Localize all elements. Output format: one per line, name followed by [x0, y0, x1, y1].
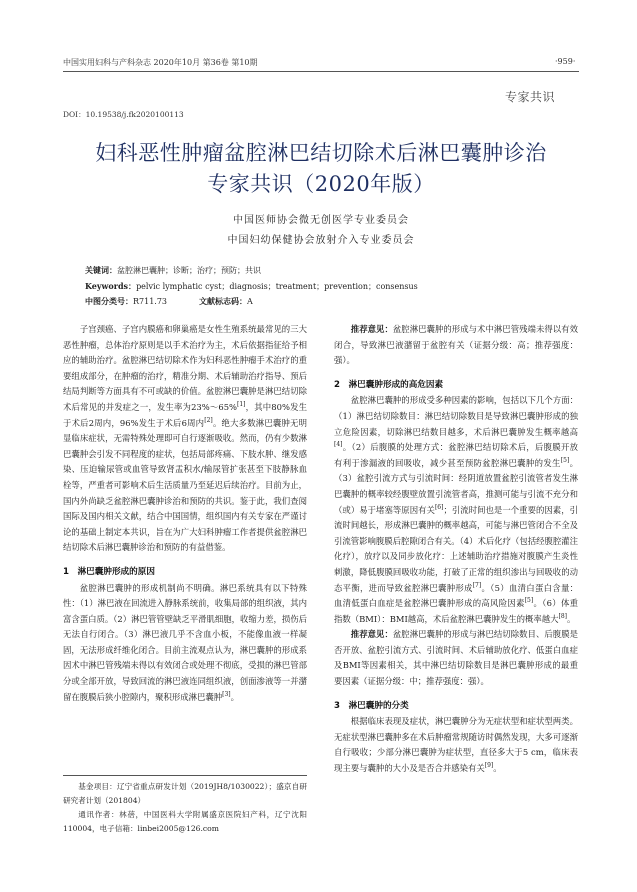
- section-3-heading: 3 淋巴囊肿的分类: [334, 700, 409, 711]
- section-2-heading: 2 淋巴囊肿形成的高危因素: [334, 379, 444, 390]
- paper-title-line1: 妇科恶性肿瘤盆腔淋巴结切除术后淋巴囊肿诊治: [95, 141, 547, 165]
- keywords-en-label: Keywords：: [85, 281, 137, 291]
- paper-title-line2: 专家共识（2020年版）: [207, 172, 435, 196]
- left-column: [63, 322, 307, 705]
- section-3-paragraph: 根据临床表现及症状，淋巴囊肿分为无症状型和症状型两类。无症状型淋巴囊肿多在术后肿瘤常规随访时偶然发现，大多可逐渐自行吸收；少部分淋巴囊肿为症状型，直径多大于5 cm，临床表现主要与囊肿的大小及是否合并感染有关[9]。: [334, 716, 578, 774]
- keywords-en: [85, 281, 418, 292]
- clc-label: 中图分类号：: [85, 296, 133, 306]
- section-2-paragraph: 盆腔淋巴囊肿的形成受多种因素的影响，包括以下几个方面：（1）淋巴结切除数目：淋巴结切除数目是导致淋巴囊肿形成的独立危险因素，切除淋巴结数目越多，术后淋巴囊肿发生概率越高[4]。（2）后腹膜的处理方式：盆腔淋巴结切除术后，后腹膜开放有利于渗漏液的回吸收，减少甚至预防盆腔淋巴囊肿的发生[5]。（3）盆腔引流方式与引流时间：经阴道放置盆腔引流管者发生淋巴囊肿的概率较经腹壁放置引流管者高，推测可能与引流不充分和（或）易于堵塞等原因有关[6]；引流时间也是一个重要的因素，引流时间越长，形成淋巴囊肿的概率越高，可能与淋巴管闭合不全及引流管影响腹膜后腔隙闭合有关。（4）术后化疗（包括经腹腔灌注化疗），放疗以及同步放化疗：上述辅助治疗措施对腹膜产生炎性刺激，降低腹膜回吸收功能，打破了正常的组织渗出与回吸收的动态平衡，进而导致盆腔淋巴囊肿形成[7]。（5）血清白蛋白含量：血清低蛋白血症是盆腔淋巴囊肿形成的高风险因素[5]。（6）体重指数（BMI）：BMI越高，术后盆腔淋巴囊肿发生的概率越大[8]。: [334, 395, 579, 624]
- recommendation-1: 推荐意见：盆腔淋巴囊肿的形成与术中淋巴管残端未得以有效闭合，导致淋巴液潴留于盆腔有关（证据分级：高；推荐强度：强）。: [334, 324, 579, 366]
- section-1-paragraph: 盆腔淋巴囊肿的形成机制尚不明确。淋巴系统具有以下特殊性：（1）淋巴液在回流进入静脉系统前，收集局部的组织液，其内富含蛋白质。（2）淋巴管管壁缺乏平滑肌细胞，收缩力差，损伤后无法自行闭合。（3）淋巴液几乎不含血小板，不能像血液一样凝固，无法形成纤维化闭合。目前主流观点认为，淋巴囊肿的形成系因术中淋巴管残端未得以有效闭合或处理不彻底，受损的淋巴管部分或全部开放，导致回流的淋巴液连同组织液，创面渗液等一并潴留在腹膜后狭小腔隙内，聚积形成淋巴囊肿[3]。: [63, 582, 308, 702]
- keywords-cn: [85, 265, 261, 276]
- classification: [85, 296, 253, 307]
- doc-code-value: A: [247, 297, 253, 306]
- funding-note: 基金项目：辽宁省重点研发计划（2019JH8/1030022）；盛京自研研究者计划（201804）: [63, 782, 307, 805]
- header-divider: [63, 71, 579, 72]
- section-label: 专家共识: [505, 90, 556, 104]
- keywords-en-text: pelvic lymphatic cyst；diagnosis；treatment；prevention；consensus: [136, 282, 418, 291]
- intro-paragraph: 子宫颈癌、子宫内膜癌和卵巢癌是女性生殖系统最常见的三大恶性肿瘤，总体治疗原则是以手术治疗为主，术后依据指征给予相应的辅助治疗。盆腔淋巴结切除术作为妇科恶性肿瘤手术治疗的重要组成部分，在肿瘤的治疗，精准分期、术后辅助治疗指导、预后结局判断等方面具有不可或缺的价值。盆腔淋巴囊肿是淋巴结切除术后常见的并发症之一，发生率为23%～65%[1]，其中80%发生于术后2周内，96%发生于术后6周内[2]。绝大多数淋巴囊肿无明显临床症状，无需特殊处理即可自行逐渐吸收。然而，仍有少数淋巴囊肿会引发不同程度的症状，包括局部疼痛、下肢水肿、继发感染、压迫输尿管或血管导致肾盂积水/输尿管扩张甚至下肢静脉血栓等，严重者可影响术后生活质量乃至延迟后续治疗。目前为止，国内外尚缺乏盆腔淋巴囊肿诊治和预防的共识。鉴于此，我们查阅国际及国内相关文献，结合中国国情，组织国内有关专家在严谨讨论的基础上制定本共识，旨在为广大妇科肿瘤工作者提供盆腔淋巴结切除术后淋巴囊肿诊治和预防的有益借鉴。: [63, 324, 308, 553]
- clc-value: R711.73: [133, 297, 168, 306]
- keywords-cn-label: 关键词：: [85, 265, 117, 275]
- page-number: ·959·: [555, 57, 576, 66]
- author-org-1: 中国医师协会微无创医学专业委员会: [233, 215, 409, 226]
- recommendation-2: 推荐意见：盆腔淋巴囊肿的形成与淋巴结切除数目、后腹膜是否开放、盆腔引流方式、引流时间、术后辅助放化疗、低蛋白血症及BMI等因素相关，其中淋巴结切除数目是淋巴囊肿形成的最重要因素（证据分级：中；推荐强度：强）。: [334, 629, 579, 687]
- doc-code-label: 文献标志码：: [199, 296, 248, 306]
- footnote: [63, 780, 307, 836]
- right-column: [334, 322, 578, 777]
- section-1-heading: 1 淋巴囊肿形成的原因: [63, 566, 155, 577]
- keywords-cn-text: 盆腔淋巴囊肿；诊断；治疗；预防；共识: [117, 266, 261, 275]
- footnote-divider: [63, 775, 307, 776]
- corresponding-author-note: 通讯作者：林蓓，中国医科大学附属盛京医院妇产科，辽宁沈阳 110004，电子信箱：linbei2005@126.com: [63, 810, 307, 833]
- author-org-2: 中国妇幼保健协会放射介入专业委员会: [227, 235, 415, 246]
- journal-header: 中国实用妇科与产科杂志 2020年10月 第36卷 第10期: [63, 58, 258, 67]
- doi: DOI：10.19538/j.fk2020100113: [63, 110, 184, 119]
